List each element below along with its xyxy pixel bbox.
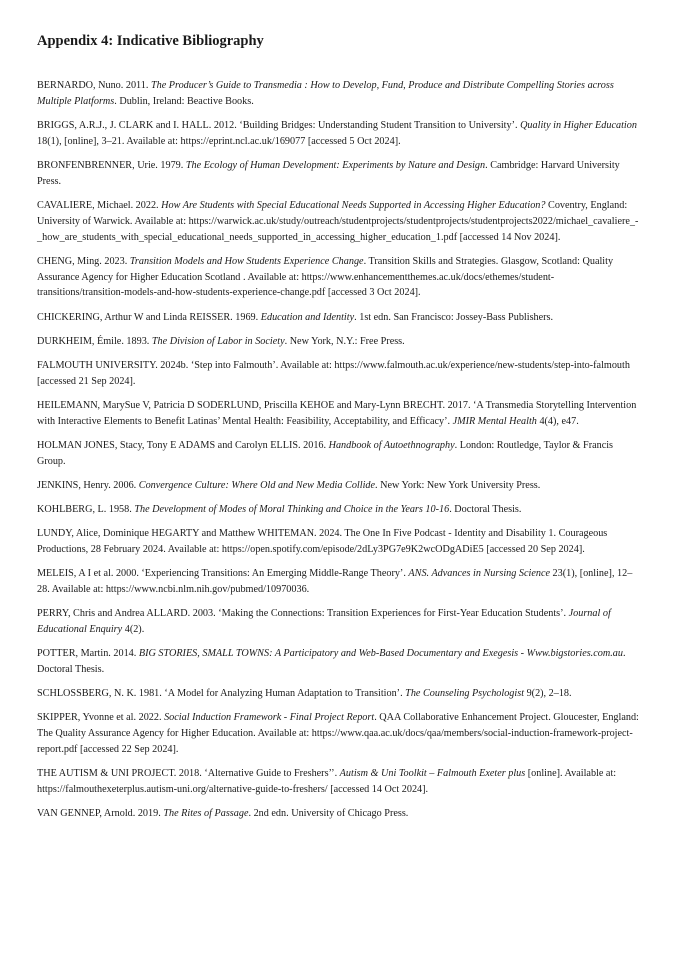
entry-text: PERRY, Chris and Andrea ALLARD. 2003. ‘Making the Connections: Transition Experiences for First-Year Education Students’. — [37, 608, 569, 620]
entry-text: HEILEMANN, MarySue V, Patricia D SODERLUND, Priscilla KEHOE and Mary-Lynn BRECHT. 2017. ‘A Transmedia Storytelling Intervention with Interactive Elements to Benefit Latinas’ Mental Health: Feasibility, Acceptability, and Efficacy’. — [37, 399, 637, 427]
entry-text: SKIPPER, Yvonne et al. 2022. — [37, 712, 165, 724]
entry-title-italic: Convergence Culture: Where Old and New Media Collide — [138, 479, 376, 491]
entry-text: LUNDY, Alice, Dominique HEGARTY and Matthew WHITEMAN. 2024. The One In Five Podcast - Identity and Disability 1. Courageous Productions, 28 February 2024. Available at: https://open.spotify.com/episode/2dLy3PG7e9K2wcODgADiE5 [accessed 20 Sep 2024]. — [37, 528, 608, 556]
entry-title-italic: How Are Students with Special Educational Needs Supported in Accessing Higher Education? — [161, 199, 546, 211]
entry-text-tail: 23(1), [online], 12–28. Available at: https://www.ncbi.nlm.nih.gov/pubmed/10970036. — [37, 568, 633, 595]
entry-text-tail: . 2nd edn. University of Chicago Press. — [248, 808, 409, 820]
entry-text-tail: . Transition Skills and Strategies. Glasgow, Scotland: Quality Assurance Agency for Higher Education Scotland . Available at: https://www.enhancementthemes.ac.uk/docs/ethemes/student-transitions/transition-models-and-how-students-experience-change.pdf [accessed 3 Oct 2024]. — [37, 255, 614, 299]
bibliography-entry — [37, 254, 641, 301]
entry-text-tail: . Doctoral Thesis. — [37, 648, 626, 675]
entry-title-italic: The Division of Labor in Society — [151, 335, 285, 347]
entry-text-tail: . New York: New York University Press. — [375, 479, 541, 491]
bibliography-entry — [37, 118, 641, 150]
entry-text-tail: 4(4), e47. — [536, 415, 579, 427]
entry-text: CHENG, Ming. 2023. — [37, 255, 130, 267]
entry-text: CHICKERING, Arthur W and Linda REISSER. 1969. — [37, 311, 261, 323]
entry-title-italic: Social Induction Framework - Final Project Report — [164, 712, 375, 724]
bibliography-list — [37, 78, 641, 822]
entry-text-tail: . London: Routledge, Taylor & Francis Group. — [37, 439, 614, 467]
document-page — [37, 30, 641, 830]
entry-text: CAVALIERE, Michael. 2022. — [37, 199, 162, 211]
entry-title-italic: The Rites of Passage — [163, 808, 249, 820]
bibliography-entry — [37, 566, 641, 598]
bibliography-entry — [37, 198, 641, 245]
entry-title-italic: JMIR Mental Health — [452, 415, 537, 427]
entry-text-tail: Coventry, England: University of Warwick. Available at: https://warwick.ac.uk/study/outreach/studentprojects/studentprojects/studentprojects2022/michael_cavaliere_-_how_are_students_with_special_educational_needs_supported_in_accessing_higher_education_1.pdf [accessed 14 Nov 2024]. — [37, 199, 639, 243]
bibliography-entry — [37, 398, 641, 430]
entry-text-tail: . New York, N.Y.: Free Press. — [284, 335, 405, 347]
entry-title-italic: Education and Identity — [260, 311, 355, 323]
entry-text: HOLMAN JONES, Stacy, Tony E ADAMS and Carolyn ELLIS. 2016. — [37, 439, 329, 451]
entry-text: VAN GENNEP, Arnold. 2019. — [37, 808, 164, 820]
entry-title-italic: The Development of Modes of Moral Thinking and Choice in the Years 10-16 — [134, 504, 450, 516]
entry-title-italic: BIG STORIES, SMALL TOWNS: A Participatory and Web-Based Documentary and Exegesis - Www.bigstories.com.au — [138, 648, 623, 660]
bibliography-entry — [37, 478, 641, 494]
bibliography-entry — [37, 606, 641, 638]
bibliography-entry — [37, 334, 641, 350]
bibliography-entry — [37, 310, 641, 326]
entry-text-tail: [online]. Available at: https://falmouthexeterplus.autism-uni.org/alternative-guide-to-freshers/ [accessed 14 Oct 2024]. — [37, 768, 617, 795]
bibliography-entry — [37, 766, 641, 798]
entry-title-italic: Autism & Uni Toolkit – Falmouth Exeter plus — [339, 768, 526, 780]
page-title: Appendix 4: Indicative Bibliography — [37, 33, 264, 49]
entry-title-italic: The Producer’s Guide to Transmedia : How to Develop, Fund, Produce and Distribute Compelling Stories across Multiple Platforms — [37, 80, 614, 107]
entry-text-tail: . Cambridge: Harvard University Press. — [37, 159, 620, 187]
bibliography-entry — [37, 358, 641, 390]
entry-title-italic: The Counseling Psychologist — [405, 688, 525, 700]
entry-text: MELEIS, A I et al. 2000. ‘Experiencing Transitions: An Emerging Middle-Range Theory’. — [37, 568, 409, 580]
bibliography-entry — [37, 438, 641, 470]
entry-title-italic: Quality in Higher Education — [520, 119, 637, 131]
entry-title-italic: The Ecology of Human Development: Experiments by Nature and Design — [185, 159, 486, 171]
entry-text: THE AUTISM & UNI PROJECT. 2018. ‘Alternative Guide to Freshers’’. — [37, 768, 340, 780]
entry-text: FALMOUTH UNIVERSITY. 2024b. ‘Step into Falmouth’. Available at: https://www.falmouth.ac.uk/experience/new-students/step-into-falmouth [accessed 21 Sep 2024]. — [37, 359, 630, 387]
bibliography-entry — [37, 710, 641, 757]
entry-text-tail: . QAA Collaborative Enhancement Project. Gloucester, England: The Quality Assurance Agency for Higher Education. Available at: https://www.qaa.ac.uk/docs/qaa/members/social-induction-framework-project-report.pdf [accessed 22 Sep 2024]. — [37, 712, 639, 755]
bibliography-entry — [37, 646, 641, 678]
entry-text: KOHLBERG, L. 1958. — [37, 504, 135, 516]
bibliography-entry — [37, 158, 641, 190]
entry-text-tail: 4(2). — [122, 623, 145, 635]
entry-text: SCHLOSSBERG, N. K. 1981. ‘A Model for Analyzing Human Adaptation to Transition’. — [37, 688, 406, 700]
entry-title-italic: ANS. Advances in Nursing Science — [408, 568, 550, 580]
bibliography-entry — [37, 78, 641, 110]
bibliography-entry — [37, 502, 641, 518]
entry-text: JENKINS, Henry. 2006. — [37, 479, 139, 491]
entry-text-tail: . Doctoral Thesis. — [449, 504, 522, 516]
bibliography-entry — [37, 526, 641, 558]
entry-text-tail: 9(2), 2–18. — [524, 688, 572, 700]
entry-text: BRONFENBRENNER, Urie. 1979. — [37, 159, 186, 171]
entry-title-italic: Handbook of Autoethnography — [328, 439, 455, 451]
entry-text: BRIGGS, A.R.J., J. CLARK and I. HALL. 2012. ‘Building Bridges: Understanding Student Transition to University’. — [37, 119, 521, 131]
entry-text-tail: 18(1), [online], 3–21. Available at: https://eprint.ncl.ac.uk/169077 [accessed 5 Oct 2024]. — [37, 135, 401, 147]
entry-text-tail: . 1st edn. San Francisco: Jossey-Bass Publishers. — [354, 311, 554, 323]
bibliography-entry — [37, 806, 641, 822]
bibliography-entry — [37, 686, 641, 702]
entry-title-italic: Journal of Educational Enquiry — [37, 608, 611, 635]
entry-text: DURKHEIM, Émile. 1893. — [37, 335, 152, 347]
entry-title-italic: Transition Models and How Students Experience Change — [129, 255, 364, 267]
entry-text: POTTER, Martin. 2014. — [37, 648, 139, 660]
entry-text-tail: . Dublin, Ireland: Beactive Books. — [114, 95, 254, 107]
entry-text: BERNARDO, Nuno. 2011. — [37, 80, 151, 91]
